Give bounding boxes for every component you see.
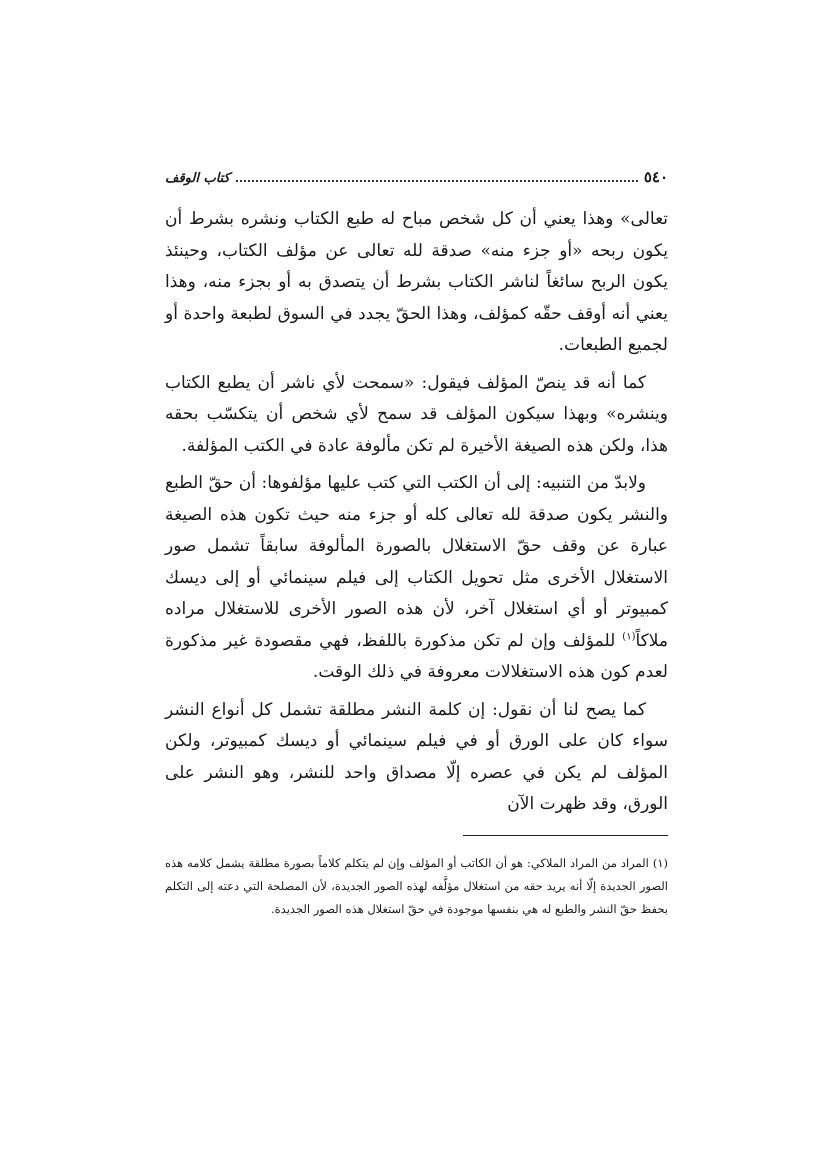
running-header: [165, 168, 668, 190]
paragraph: [165, 468, 668, 689]
paragraph: كما أنه قد ينصّ المؤلف فيقول: «سمحت لأي ناشر أن يطبع الكتاب وينشره» وبهذا سيكون المؤلف قد سمح لأي شخص أن يتكسّب بحقه هذا، ولكن هذه الصيغة الأخيرة لم تكن مألوفة عادة في الكتب المؤلفة.: [165, 372, 668, 456]
footnote-separator: [463, 835, 668, 836]
header-dot-leader: [236, 180, 638, 182]
paragraph-text: للمؤلف وإن لم تكن مذكورة باللفظ، فهي مقصودة غير مذكورة لعدم كون هذه الاستغلالات معروفة في ذلك الوقت.: [165, 630, 668, 682]
book-page: [165, 168, 668, 921]
paragraph: كما يصح لنا أن نقول: إن كلمة النشر مطلقة تشمل كل أنواع النشر سواء كان على الورق أو في فيلم سينمائي أو ديسك كمبيوتر، ولكن المؤلف لم يكن في عصره إلّا مصداق واحد للنشر، وهو النشر على الورق، وقد ظهرت الآن: [165, 699, 668, 814]
paragraph-text: ولابدّ من التنبيه: إلى أن الكتب التي كتب عليها مؤلفوها: أن حقّ الطبع والنشر يكون صدقة لله تعالى كله أو جزء منه حيث تكون هذه الصيغة عبارة عن وقف حقّ الاستغلال بالصورة المألوفة سابقاً تشمل صور الاستغلال الأخرى مثل تحويل الكتاب إلى فيلم سينمائي أو إلى ديسك كمبيوتر أو أي استغلال آخر، لأن هذه الصور الأخرى للاستغلال مراده ملاكاً: [165, 473, 668, 651]
page-number: ٥٤٠: [643, 168, 668, 186]
footnote: (١) المراد من المراد الملاكي: هو أن الكاتب أو المؤلف وإن لم يتكلم كلاماً بصورة مطلقة يشمل كلامه هذه الصور الجديدة إلّا أنه يريد حقه من استغلال مؤلَّفه لهذه الصور الجديدة، لأن المصلحة التي دعته إلى التكلم بحفظ حقّ النشر والطبع له هي بنفسها موجودة في حقّ استغلال هذه الصور الجديدة.: [165, 855, 668, 916]
paragraph: تعالى» وهذا يعني أن كل شخص مباح له طبع الكتاب ونشره بشرط أن يكون ربحه «أو جزء منه» صدقة لله تعالى عن مؤلف الكتاب، وحينئذ يكون الربح سائغاً لناشر الكتاب بشرط أن يتصدق به أو بجزء منه، وهذا يعني أنه أوقف حقّه كمؤلف، وهذا الحقّ يجدد في السوق لطبعة واحدة أو لجميع الطبعات.: [165, 209, 668, 355]
footnote-reference[interactable]: (١): [622, 630, 636, 642]
main-text: [165, 204, 668, 821]
running-title: كتاب الوقف: [165, 171, 230, 186]
